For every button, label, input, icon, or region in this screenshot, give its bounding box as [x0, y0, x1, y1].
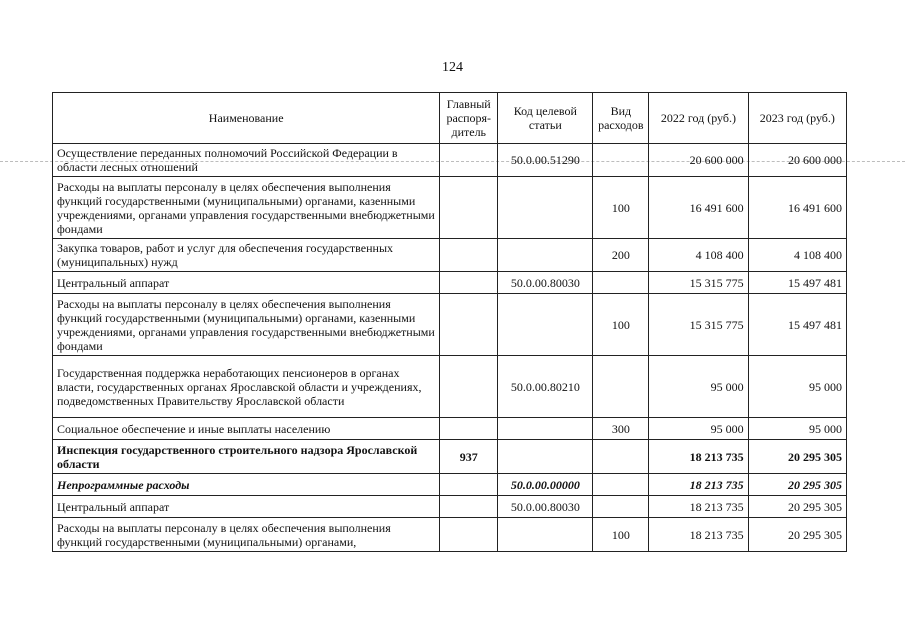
cell-y2023: 15 497 481: [748, 294, 846, 356]
cell-y2023: 95 000: [748, 418, 846, 440]
cell-vid: 200: [593, 239, 649, 272]
header-2022: 2022 год (руб.): [649, 93, 748, 144]
cell-name: Непрограммные расходы: [53, 474, 440, 496]
cell-name: Государственная поддержка неработающих пенсионеров в органах власти, государственных органах Ярославской области и учреждениях, подведомственных Правительству Ярославской области: [53, 356, 440, 418]
cell-glav: [440, 272, 498, 294]
cell-vid: [593, 474, 649, 496]
cell-name: Социальное обеспечение и иные выплаты населению: [53, 418, 440, 440]
cell-name: Расходы на выплаты персоналу в целях обеспечения выполнения функций государственными (муниципальными) органами, казенными учреждениями, органами управления государственными внебюджетными фондами: [53, 177, 440, 239]
cell-vid: [593, 496, 649, 518]
table-row: [53, 177, 847, 239]
table-row: [53, 440, 847, 474]
cell-vid: 100: [593, 518, 649, 552]
cell-y2023: 4 108 400: [748, 239, 846, 272]
cell-code: 50.0.00.00000: [498, 474, 593, 496]
cell-y2022: 4 108 400: [649, 239, 748, 272]
cell-y2022: 18 213 735: [649, 518, 748, 552]
cell-y2023: 20 295 305: [748, 518, 846, 552]
cell-y2022: 15 315 775: [649, 294, 748, 356]
cell-y2023: 95 000: [748, 356, 846, 418]
cell-name: Закупка товаров, работ и услуг для обеспечения государственных (муниципальных) нужд: [53, 239, 440, 272]
cell-vid: [593, 440, 649, 474]
cell-glav: [440, 239, 498, 272]
table-row: [53, 272, 847, 294]
cell-name: Инспекция государственного строительного надзора Ярославской области: [53, 440, 440, 474]
cell-code: 50.0.00.80030: [498, 496, 593, 518]
cell-code: [498, 239, 593, 272]
header-2023: 2023 год (руб.): [748, 93, 846, 144]
cell-name: Центральный аппарат: [53, 496, 440, 518]
cell-code: 50.0.00.51290: [498, 144, 593, 177]
cell-code: 50.0.00.80210: [498, 356, 593, 418]
cell-code: [498, 177, 593, 239]
cell-name: Расходы на выплаты персоналу в целях обеспечения выполнения функций государственными (муниципальными) органами,: [53, 518, 440, 552]
cell-code: [498, 294, 593, 356]
cell-y2022: 18 213 735: [649, 474, 748, 496]
page-number: 124: [442, 60, 463, 75]
cell-y2022: 18 213 735: [649, 440, 748, 474]
cell-name: Расходы на выплаты персоналу в целях обеспечения выполнения функций государственными (муниципальными) органами, казенными учреждениями, органами управления государственными внебюджетными фондами: [53, 294, 440, 356]
table-row: [53, 144, 847, 177]
table-row: [53, 474, 847, 496]
cell-y2023: 20 295 305: [748, 440, 846, 474]
cell-y2022: 16 491 600: [649, 177, 748, 239]
cell-name: Центральный аппарат: [53, 272, 440, 294]
cell-glav: [440, 294, 498, 356]
cell-y2022: 95 000: [649, 356, 748, 418]
cell-y2022: 18 213 735: [649, 496, 748, 518]
table-row: [53, 294, 847, 356]
cell-code: 50.0.00.80030: [498, 272, 593, 294]
cell-y2022: 20 600 000: [649, 144, 748, 177]
cell-y2022: 95 000: [649, 418, 748, 440]
cell-y2023: 16 491 600: [748, 177, 846, 239]
cell-y2023: 15 497 481: [748, 272, 846, 294]
table-row: [53, 496, 847, 518]
cell-glav: [440, 177, 498, 239]
cell-glav: 937: [440, 440, 498, 474]
cell-glav: [440, 356, 498, 418]
cell-code: [498, 418, 593, 440]
table-row: [53, 418, 847, 440]
cell-glav: [440, 518, 498, 552]
table-row: [53, 356, 847, 418]
cell-glav: [440, 418, 498, 440]
cell-vid: 100: [593, 294, 649, 356]
table-row: [53, 518, 847, 552]
cell-y2023: 20 600 000: [748, 144, 846, 177]
cell-code: [498, 440, 593, 474]
cell-name: Осуществление переданных полномочий Российской Федерации в области лесных отношений: [53, 144, 440, 177]
cell-glav: [440, 496, 498, 518]
cell-vid: 300: [593, 418, 649, 440]
header-glav: Главный распоря-дитель: [440, 93, 498, 144]
cell-vid: [593, 144, 649, 177]
cell-y2023: 20 295 305: [748, 496, 846, 518]
header-code: Код целевой статьи: [498, 93, 593, 144]
cell-y2022: 15 315 775: [649, 272, 748, 294]
budget-table: [52, 92, 847, 552]
cell-code: [498, 518, 593, 552]
cell-vid: [593, 272, 649, 294]
table-row: [53, 239, 847, 272]
cell-y2023: 20 295 305: [748, 474, 846, 496]
table-header-row: [53, 93, 847, 144]
cell-vid: 100: [593, 177, 649, 239]
cell-glav: [440, 144, 498, 177]
header-vid: Вид расходов: [593, 93, 649, 144]
header-name: Наименование: [53, 93, 440, 144]
cell-vid: [593, 356, 649, 418]
cell-glav: [440, 474, 498, 496]
